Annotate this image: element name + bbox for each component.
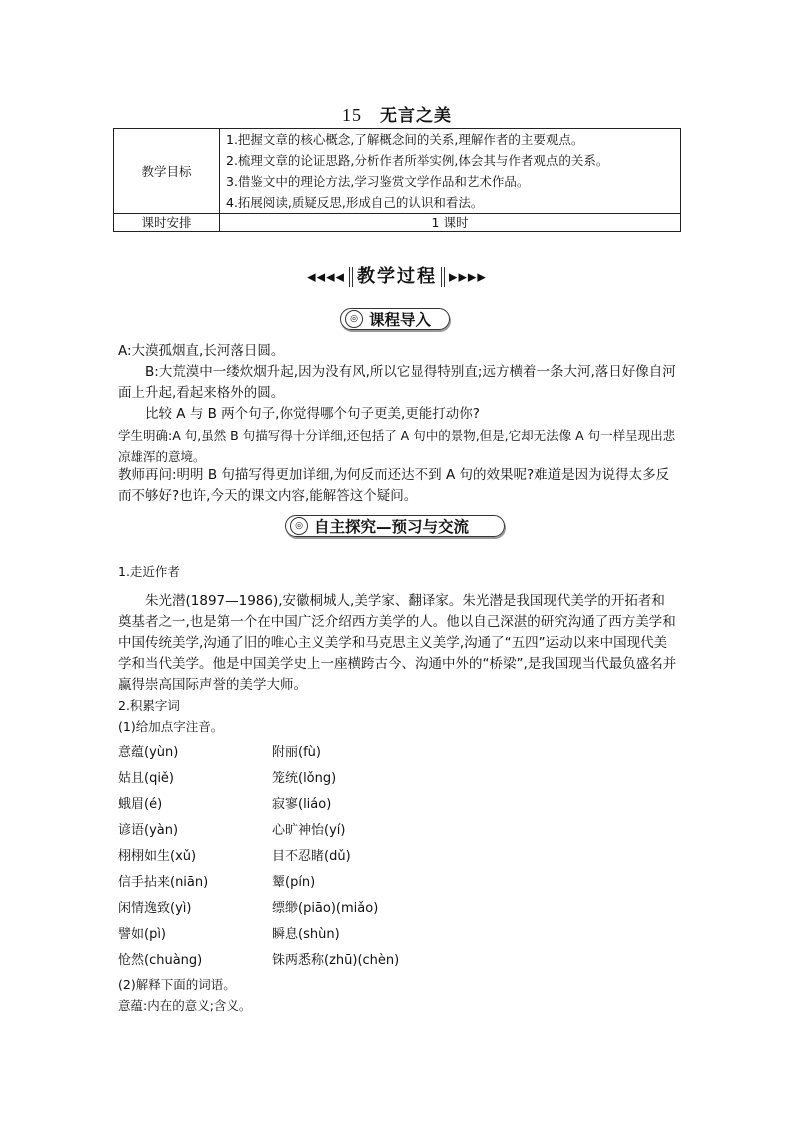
vocab-item: 附丽(fù) [272,745,321,760]
vocab-heading: 2.积累字词 [118,698,180,713]
intro-compare: 比较 A 与 B 两个句子,你觉得哪个句子更美,更能打动你? [145,406,480,422]
lesson-number: 15 [342,105,362,125]
vocab-row [118,818,678,844]
lesson-info-table [113,128,681,232]
vocab-item: 铢两悉称(zhū)(chèn) [272,953,400,968]
period-row [114,214,681,232]
vocab-item: 栩栩如生(xǔ) [118,849,197,864]
period-value: 1 课时 [220,214,681,232]
intro-student: 学生明确:A 句,虽然 B 句描写得十分详细,还包括了 A 句中的景物,但是,它却无法像 A 句一样呈现出悲凉雄浑的意境。 [118,428,676,464]
goal-item: 2.梳理文章的论证思路,分析作者所举实例,体会其与作者观点的关系。 [226,153,609,168]
vocab-item: 颦(pín) [272,875,316,890]
goal-item: 1.把握文章的核心概念,了解概念间的关系,理解作者的主要观点。 [226,132,584,147]
goals-row [114,129,681,214]
lesson-name: 无言之美 [380,106,452,126]
vocab-row [118,870,678,896]
section-explore-header [285,515,505,537]
section-intro-title: 课程导入 [369,311,432,329]
vocab-item: 瞬息(shùn) [272,927,340,942]
vocab-item: 笼统(lǒng) [272,771,337,786]
goal-item: 4.拓展阅读,质疑反思,形成自己的认识和看法。 [226,195,484,210]
section-icon: ◎ [290,517,308,535]
vocab-item: 缥缈(piāo)(miǎo) [272,901,379,916]
vocab-item: 闲情逸致(yì) [118,901,192,916]
vocab-row [118,766,678,792]
goals-label: 教学目标 [114,129,220,214]
author-text: 朱光潜(1897—1986),安徽桐城人,美学家、翻译家。朱光潜是我国现代美学的开拓者和奠基者之一,也是第一个在中国广泛介绍西方美学的人。他以自己深湛的研究沟通了西方美学和中国传统美学,沟通了旧的唯心主义美学和马克思主义美学,沟通了“五四”运动以来中国现代美学和当代美学。他是中国美学史上一座横跨古今、沟通中外的“桥梁”,是我国现当代最负盛名并赢得崇高国际声誉的美学大师。 [118,593,677,693]
author-heading: 1.走近作者 [118,564,180,579]
vocab-row [118,896,678,922]
vocab-item: 心旷神怡(yí) [272,823,346,838]
vocab-item: 怆然(chuàng) [118,953,203,968]
section-explore-title: 自主探究—预习与交流 [314,518,470,536]
goals-cell [220,129,681,214]
intro-a: A:大漠孤烟直,长河落日圆。 [118,343,285,359]
vocab-item: 蛾眉(é) [118,797,163,812]
process-title: 教学过程 [357,266,437,287]
vocab-item: 譬如(pì) [118,927,167,942]
vocab-item: 意蕴(yùn) [118,745,179,760]
intro-b: B:大荒漠中一缕炊烟升起,因为没有风,所以它显得特别直;远方横着一条大河,落日好像自河面上升起,看起来格外的圆。 [118,364,676,401]
left-arrows-icon: ◀◀◀◀ [307,270,345,284]
vocab-row [118,922,678,948]
vocab-definition: 意蕴:内在的意义;含义。 [118,998,252,1013]
vocab-sub1: (1)给加点字注音。 [118,719,224,734]
vocab-sub2: (2)解释下面的词语。 [118,977,236,992]
period-label: 课时安排 [114,214,220,232]
vocab-item: 寂寥(liáo) [272,797,332,812]
vocab-item: 谚语(yàn) [118,823,179,838]
vocab-row [118,948,678,974]
section-icon: ◎ [345,310,363,328]
vocab-item: 信手拈来(niān) [118,875,209,890]
vocab-item: 姑且(qiě) [118,771,175,786]
divider [349,267,353,287]
divider [441,267,445,287]
vocab-row [118,740,678,766]
right-arrows-icon: ▶▶▶▶ [449,270,487,284]
section-intro-header [340,308,450,330]
process-banner [0,262,794,288]
vocab-row [118,792,678,818]
vocab-item: 目不忍睹(dǔ) [272,849,351,864]
intro-teacher: 教师再问:明明 B 句描写得更加详细,为何反而还达不到 A 句的效果呢?难道是因为说得太多反而不够好?也许,今天的课文内容,能解答这个疑问。 [118,467,670,504]
vocab-row [118,844,678,870]
page-title [0,101,794,126]
vocab-list [118,740,678,974]
goal-item: 3.借鉴文中的理论方法,学习鉴赏文学作品和艺术作品。 [226,174,530,189]
